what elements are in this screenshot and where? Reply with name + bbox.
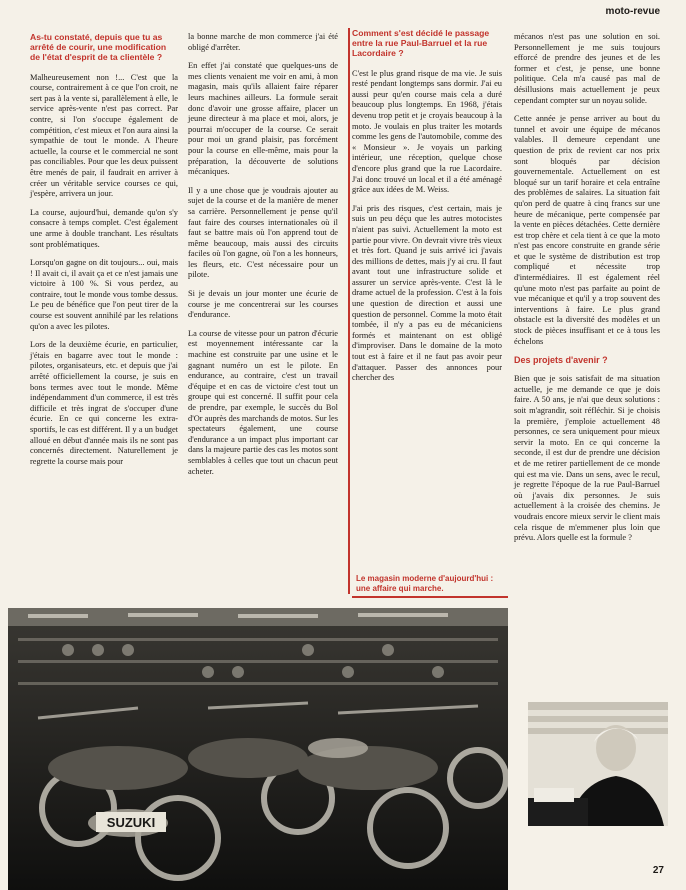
column-1 (30, 32, 178, 467)
running-header: moto-revue (605, 6, 660, 17)
question-heading: As-tu constaté, depuis que tu as arrêté de courir, une modification de l'état d'esprit de ta clientèle ? (30, 32, 167, 63)
paragraph: Lors de la deuxième écurie, en particulier, j'étais en bagarre avec tout le monde : pilotes, organisateurs, etc. et depuis que j'ai arrêté officiellement la course, je suis en bons termes avec tout le monde. Même indépendamment d'un commerce, il est très difficile et très ingrat de s'occuper d'une écurie. En ce qui concerne les extra-sportifs, le cas est différent. Il y a un budget alloué en début d'année mais ils ne sont pas concernés directement. Naturellement je regrette la course mais pour (30, 340, 178, 466)
suzuki-sign: SUZUKI (106, 815, 156, 830)
showroom-illustration (8, 608, 508, 890)
portrait-photo (528, 702, 668, 826)
paragraph: Cette année je pense arriver au bout du tunnel et avoir une équipe de mécanos valables. Il demeure cependant une question de prix de revient car nos prix sont bloqués par décision gouvernementale. Actuellement on est bloqué sur un tarif horaire et cela entraîne des problèmes de salaires. La situation fait qu'on perd de quatre à cinq francs sur une heure de mécanique, perte compensée par la vente en pièces détachées. Cette dernière est trop chère et cela tient à ce que la moto n'est pas encore construite en grande série et que le système de distribution est trop compliqué et nécessite trop d'intermédiaires. Il est également réel qu'une moto n'est pas parfaite au point de vue mécanique et qu'il y a trop souvent des interventions à faire. Le plus grand obstacle est la diversité des modèles et un stock de pièces insuffisant et ce à tous les échelons (514, 114, 660, 346)
column-3 (352, 28, 502, 384)
paragraph: La course de vitesse pour un patron d'écurie est moyennement intéressante car la machine est construite par une usine et le gagnant numéro un est le pilote. En endurance, au contraire, c'est un travail d'équipe et en cas de victoire c'est tout un groupe qui est concerné. Il suffit pour cela de prendre, par exemple, le succès du Bol d'Or auprès des marchands de motos. Sur les spectateurs également, une course d'endurance a un impact plus important car dans la majeure partie des cas les motos sont semblables à celles que tout un chacun peut acheter. (188, 328, 338, 476)
column-2 (188, 32, 338, 477)
paragraph: Bien que je sois satisfait de ma situation actuelle, je me demande ce que je dois faire. A 50 ans, je n'ai que deux solutions : soit m'agrandir, soit réfléchir. Si je choisis la première, j'emploie actuellement 48 personnes, ce sera uniquement pour mieux servir la moto. En ce qui concerne la seconde, il est dur de prendre une décision et de me retirer partiellement de ce monde qui est ma vie. Dans un sens, avec le recul, je regrette l'époque de la rue Paul-Barruel où j'avais dix personnes. Je suis actuellement à la croisée des chemins. Je voudrais encore mieux servir le client mais cela risque de m'emmener plus loin que prévu. Alors quelle est la formule ? (514, 374, 660, 543)
column-divider-rule (348, 28, 350, 594)
paragraph: mécanos n'est pas une solution en soi. Personnellement je me suis toujours efforcé de prendre des jeunes et de les former et c'est, je pense, une bonne politique. Cela m'a causé pas mal de désillusions mais actuellement je peux cependant compter sur un noyau solide. (514, 32, 660, 105)
question-heading: Comment s'est décidé le passage entre la rue Paul-Barruel et la rue Lacordaire ? (352, 28, 490, 59)
photo-caption: Le magasin moderne d'aujourd'hui : une affaire qui marche. (356, 574, 494, 593)
column-4 (514, 32, 660, 544)
question-heading: Des projets d'avenir ? (514, 355, 608, 366)
paragraph: Malheureusement non !... C'est que la course, contrairement à ce que l'on croit, ne sert pas à la vente si, parallèlement à elle, le service après-vente n'est pas correct. Par contre, si l'on s'occupe également de compétition, c'est mieux et l'on aura ainsi la sympathie de tout le monde. A l'heure actuelle, la course et le commercial ne sont pas conciliables. Pour que les deux puissent être menés de pair, il faudrait en arriver à créer un véritable service courses ce qui, j'espère, arrivera un jour. (30, 72, 178, 199)
paragraph: C'est le plus grand risque de ma vie. Je suis resté pendant longtemps sans dormir. J'ai eu aussi peur qu'en course mais cela a duré beaucoup plus longtemps. En 1968, j'étais devenu trop petit et je croyais beaucoup à la moto. Je voulais en plus traiter les motards comme les gens de l'automobile, comme des « Monsieur ». Je voyais un parking intérieur, une réception, quelque chose d'encore plus grand que la rue Lacordaire. J'ai donc trouvé un local et il a été aménagé grâce aux idées de M. Weiss. (352, 68, 502, 195)
portrait-illustration (528, 702, 668, 826)
paragraph: La course, aujourd'hui, demande qu'on s'y consacre à temps complet. C'est également une arme à double tranchant. Les résultats sont problématiques. (30, 207, 178, 249)
page-number: 27 (652, 865, 664, 876)
paragraph: Lorsqu'on gagne on dit toujours... oui, mais ! Il avait ci, il avait ça et ce n'est jamais une victoire à 100 %. Si vous perdez, au contraire, tout le monde vous tombe dessus. Le peu de bénéfice que l'on peut tirer de la course est souvent annihilé par les relations qu'on a avec les pilotes. (30, 258, 178, 331)
paragraph: En effet j'ai constaté que quelques-uns de mes clients venaient me voir en ami, à mon magasin, mais qu'ils allaient faire réparer leurs machines ailleurs. La formule serait donc d'avoir une grosse affaire, placer un jeune directeur à ma place et moi, alors, je pourrai m'occuper de la course. Ce serait pour moi un grand plaisir, pas forcément pour la course en elle-même, mais pour la préparation, la découverte de solutions mécaniques. (188, 61, 338, 177)
paragraph: Il y a une chose que je voudrais ajouter au sujet de la course et de la manière de mener sa carrière. Personnellement je pense qu'il faut faire des courses internationales où il faut se battre mais où l'on apprend tout de même beaucoup, mais aussi des circuits faciles où l'on gagne, où l'on a les honneurs, les fleurs, etc. C'est nécessaire pour un pilote. (188, 185, 338, 280)
showroom-photo (8, 608, 508, 890)
paragraph: la bonne marche de mon commerce j'ai été obligé d'arrêter. (188, 32, 338, 52)
paragraph: J'ai pris des risques, c'est certain, mais je suis un peu déçu que les autres motocistes n'aient pas suivi. Actuellement la moto est partie pour vivre. On devrait vivre très vieux et très fort. Quand je suis arrivé ici j'avais des millions de dettes, mais j'y ai cru. Il faut avant tout une infrastructure solide et assurer un service après-vente. C'est là le drame actuel de la profession. C'est à la fois une question de direction et aussi une question de personnel. Comme la moto était tombée, il n'y a pas eu de mécaniciens formés et maintenant on est obligé d'improviser. Dans le domaine de la moto tout est à faire et il ne faut pas avoir peur d'attaquer. Passer des annonces pour chercher des (352, 203, 502, 383)
caption-divider-rule (352, 596, 508, 598)
paragraph: Si je devais un jour monter une écurie de course je me concentrerai sur les courses d'endurance. (188, 289, 338, 320)
